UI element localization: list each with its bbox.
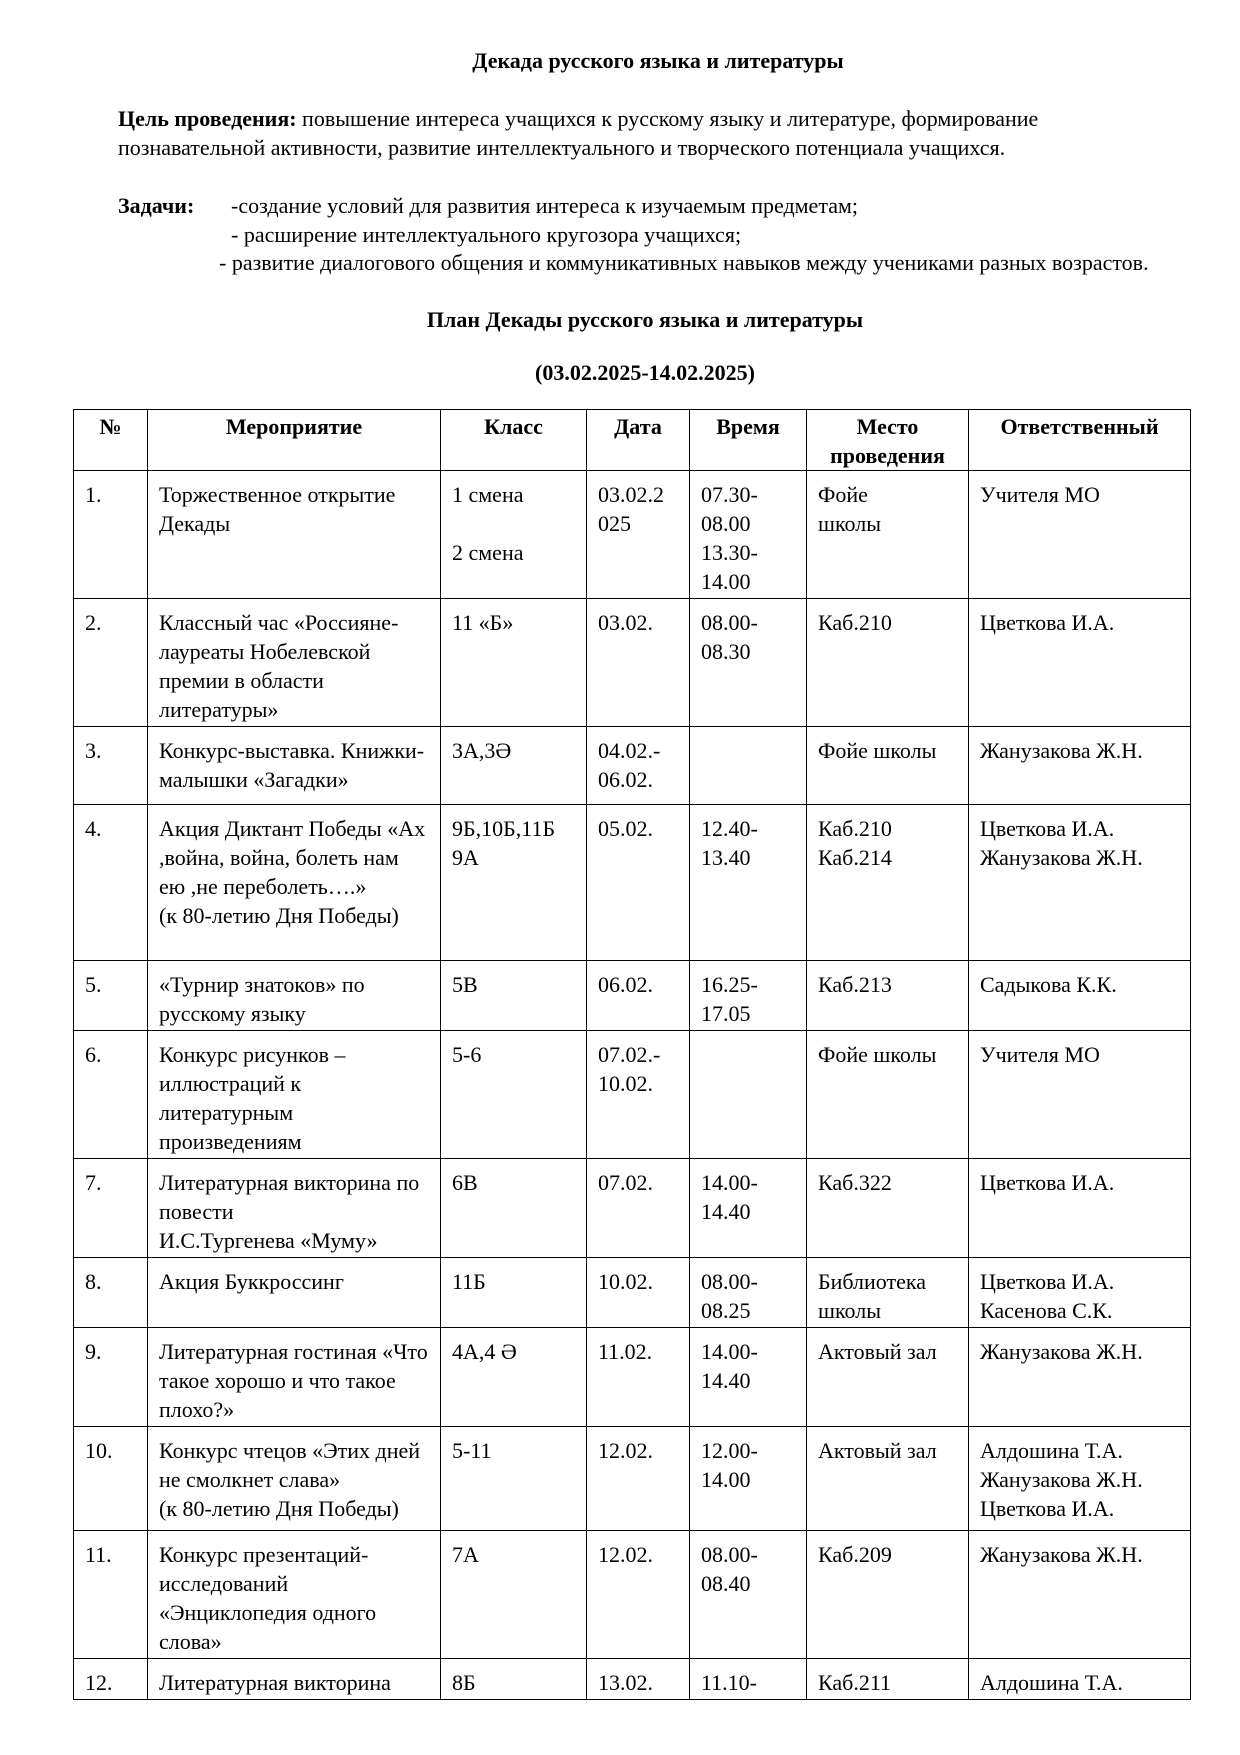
cell-time: 14.00- 14.40 <box>690 1159 807 1258</box>
cell-class: 5-11 <box>441 1427 587 1531</box>
cell-event: Акция Диктант Победы «Ах ,война, война, болеть нам ею ,не переболеть….» (к 80-летию Дня Победы) <box>148 805 441 961</box>
table-row <box>74 1031 1191 1159</box>
cell-class: 3А,3Ә <box>441 727 587 805</box>
cell-place: Каб.213 <box>807 961 969 1031</box>
table-row <box>74 1531 1191 1659</box>
cell-time: 14.00- 14.40 <box>690 1328 807 1427</box>
cell-responsible: Алдошина Т.А. <box>969 1659 1191 1700</box>
cell-time <box>690 1031 807 1159</box>
cell-responsible: Цветкова И.А. Касенова С.К. <box>969 1258 1191 1328</box>
cell-class: 5В <box>441 961 587 1031</box>
cell-class: 11Б <box>441 1258 587 1328</box>
task-item: - развитие диалогового общения и коммуникативных навыков между учениками разных возрастов. <box>219 250 1149 275</box>
table-row <box>74 599 1191 727</box>
cell-event: Акция Буккроссинг <box>148 1258 441 1328</box>
table-row <box>74 1258 1191 1328</box>
header-number: № <box>74 410 148 471</box>
cell-event: Конкурс-выставка. Книжки-малышки «Загадки» <box>148 727 441 805</box>
cell-responsible: Жанузакова Ж.Н. <box>969 1328 1191 1427</box>
cell-number: 5. <box>74 961 148 1031</box>
cell-date: 05.02. <box>587 805 690 961</box>
task-item: - расширение интеллектуального кругозора учащихся; <box>231 222 742 247</box>
cell-number: 7. <box>74 1159 148 1258</box>
cell-number: 10. <box>74 1427 148 1531</box>
cell-date: 03.02.2 025 <box>587 471 690 599</box>
table-row <box>74 727 1191 805</box>
cell-class: 6В <box>441 1159 587 1258</box>
goal-paragraph <box>118 104 1188 162</box>
table-row <box>74 1659 1191 1700</box>
header-event: Мероприятие <box>148 410 441 471</box>
cell-event: Классный час «Россияне-лауреаты Нобелевской премии в области литературы» <box>148 599 441 727</box>
cell-date: 07.02.- 10.02. <box>587 1031 690 1159</box>
cell-time: 07.30- 08.00 13.30- 14.00 <box>690 471 807 599</box>
goal-text: повышение интереса учащихся к русскому языку и литературе, формирование познавательной активности, развитие интеллектуального и творческого потенциала учащихся. <box>118 106 1039 160</box>
cell-event: «Турнир знатоков» по русскому языку <box>148 961 441 1031</box>
cell-event: Литературная викторина <box>148 1659 441 1700</box>
cell-date: 06.02. <box>587 961 690 1031</box>
cell-responsible: Цветкова И.А. Жанузакова Ж.Н. <box>969 805 1191 961</box>
table-header-row <box>74 410 1191 471</box>
cell-event: Конкурс рисунков – иллюстраций к литературным произведениям <box>148 1031 441 1159</box>
cell-place: Каб.209 <box>807 1531 969 1659</box>
cell-responsible: Алдошина Т.А. Жанузакова Ж.Н. Цветкова И.А. <box>969 1427 1191 1531</box>
plan-table <box>73 409 1191 1700</box>
cell-date: 10.02. <box>587 1258 690 1328</box>
table-row <box>74 471 1191 599</box>
cell-time: 08.00- 08.25 <box>690 1258 807 1328</box>
cell-event: Литературная викторина по повести И.С.Тургенева «Муму» <box>148 1159 441 1258</box>
header-place: Место проведения <box>807 410 969 471</box>
cell-event: Литературная гостиная «Что такое хорошо и что такое плохо?» <box>148 1328 441 1427</box>
cell-event: Торжественное открытие Декады <box>148 471 441 599</box>
cell-responsible: Жанузакова Ж.Н. <box>969 727 1191 805</box>
cell-number: 3. <box>74 727 148 805</box>
cell-number: 1. <box>74 471 148 599</box>
cell-date: 13.02. <box>587 1659 690 1700</box>
cell-class: 1 смена 2 смена <box>441 471 587 599</box>
plan-dates: (03.02.2025-14.02.2025) <box>535 360 755 385</box>
table-row <box>74 805 1191 961</box>
cell-class: 11 «Б» <box>441 599 587 727</box>
cell-class: 4А,4 Ә <box>441 1328 587 1427</box>
cell-date: 12.02. <box>587 1531 690 1659</box>
table-row <box>74 1159 1191 1258</box>
cell-date: 07.02. <box>587 1159 690 1258</box>
cell-date: 03.02. <box>587 599 690 727</box>
cell-responsible: Жанузакова Ж.Н. <box>969 1531 1191 1659</box>
cell-date: 04.02.- 06.02. <box>587 727 690 805</box>
cell-number: 9. <box>74 1328 148 1427</box>
cell-time: 08.00- 08.40 <box>690 1531 807 1659</box>
cell-place: Актовый зал <box>807 1328 969 1427</box>
table-row <box>74 1427 1191 1531</box>
header-date: Дата <box>587 410 690 471</box>
cell-place: Библиотека школы <box>807 1258 969 1328</box>
cell-responsible: Учителя МО <box>969 1031 1191 1159</box>
cell-number: 11. <box>74 1531 148 1659</box>
cell-date: 12.02. <box>587 1427 690 1531</box>
cell-number: 6. <box>74 1031 148 1159</box>
table-row <box>74 1328 1191 1427</box>
cell-place: Фойе школы <box>807 1031 969 1159</box>
cell-place: Каб.322 <box>807 1159 969 1258</box>
plan-title: План Декады русского языка и литературы <box>426 307 864 332</box>
cell-time: 16.25- 17.05 <box>690 961 807 1031</box>
cell-time: 12.40- 13.40 <box>690 805 807 961</box>
cell-responsible: Цветкова И.А. <box>969 599 1191 727</box>
cell-number: 2. <box>74 599 148 727</box>
cell-number: 8. <box>74 1258 148 1328</box>
cell-time <box>690 727 807 805</box>
cell-event: Конкурс презентаций-исследований «Энциклопедия одного слова» <box>148 1531 441 1659</box>
header-class: Класс <box>441 410 587 471</box>
cell-class: 7А <box>441 1531 587 1659</box>
header-time: Время <box>690 410 807 471</box>
cell-responsible: Учителя МО <box>969 471 1191 599</box>
table-body <box>74 471 1191 1700</box>
table-row <box>74 961 1191 1031</box>
cell-place: Фойе школы <box>807 471 969 599</box>
cell-responsible: Цветкова И.А. <box>969 1159 1191 1258</box>
cell-place: Фойе школы <box>807 727 969 805</box>
goal-label: Цель проведения: <box>118 106 297 131</box>
cell-responsible: Садыкова К.К. <box>969 961 1191 1031</box>
task-item: -создание условий для развития интереса к изучаемым предметам; <box>231 193 858 218</box>
cell-number: 4. <box>74 805 148 961</box>
cell-date: 11.02. <box>587 1328 690 1427</box>
header-responsible: Ответственный <box>969 410 1191 471</box>
cell-time: 08.00- 08.30 <box>690 599 807 727</box>
cell-place: Каб.211 <box>807 1659 969 1700</box>
document-title: Декада русского языка и литературы <box>472 48 844 73</box>
cell-time: 11.10- <box>690 1659 807 1700</box>
cell-number: 12. <box>74 1659 148 1700</box>
cell-event: Конкурс чтецов «Этих дней не смолкнет слава» (к 80-летию Дня Победы) <box>148 1427 441 1531</box>
cell-class: 8Б <box>441 1659 587 1700</box>
cell-time: 12.00- 14.00 <box>690 1427 807 1531</box>
cell-place: Каб.210 Каб.214 <box>807 805 969 961</box>
tasks-label: Задачи: <box>118 193 195 218</box>
cell-place: Каб.210 <box>807 599 969 727</box>
cell-class: 5-6 <box>441 1031 587 1159</box>
cell-place: Актовый зал <box>807 1427 969 1531</box>
cell-class: 9Б,10Б,11Б 9А <box>441 805 587 961</box>
